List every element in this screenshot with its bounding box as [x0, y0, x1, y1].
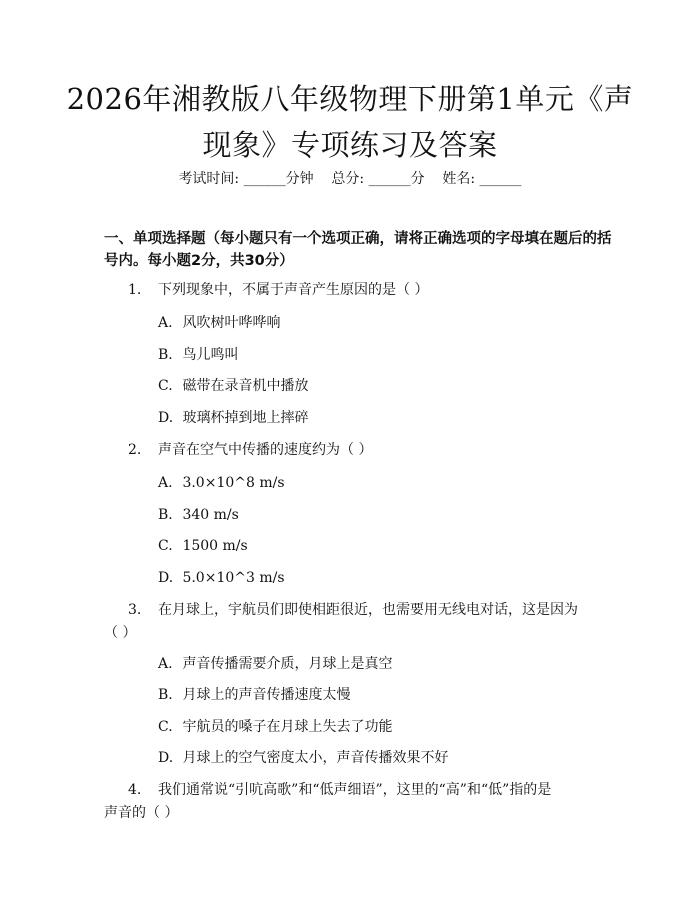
- question-number: 4.: [128, 782, 142, 798]
- option-label: A.: [158, 475, 173, 491]
- option-label: C.: [158, 719, 173, 735]
- exam-meta-line: 考试时间: ______分钟 总分: ______分 姓名: ______: [178, 171, 522, 187]
- question-text: 声音在空气中传播的速度约为（ ）: [158, 442, 373, 458]
- section-heading-line-2: 号内。每小题2分，共30分）: [104, 253, 294, 269]
- question-number: 1.: [128, 282, 142, 298]
- option-text: 风吹树叶哗哗响: [182, 315, 281, 331]
- option-b: [158, 505, 239, 525]
- option-label: D.: [158, 750, 174, 766]
- option-text: 玻璃杯掉到地上摔碎: [182, 410, 309, 426]
- option-c: [158, 376, 308, 396]
- option-label: B.: [158, 347, 173, 363]
- option-d: [158, 568, 285, 588]
- title-line-1: 2026年湘教版八年级物理下册第1单元《声: [66, 82, 634, 116]
- question-number: 2.: [128, 442, 142, 458]
- option-d: [158, 748, 448, 768]
- option-c: [158, 536, 248, 556]
- option-label: B.: [158, 507, 173, 523]
- option-text: 5.0×10^3 m/s: [182, 570, 285, 586]
- option-text: 340 m/s: [182, 507, 239, 523]
- question-text: 下列现象中，不属于声音产生原因的是（ ）: [158, 282, 429, 298]
- option-text: 1500 m/s: [182, 538, 248, 554]
- option-c: [158, 717, 392, 737]
- option-label: A.: [158, 315, 173, 331]
- question-number: 3.: [128, 602, 142, 618]
- question-text-continuation: 声音的（ ）: [104, 805, 179, 821]
- option-text: 3.0×10^8 m/s: [182, 475, 285, 491]
- question-text: 在月球上，宇航员们即使相距很近，也需要用无线电对话，这是因为: [158, 602, 578, 618]
- option-text: 声音传播需要介质，月球上是真空: [182, 656, 393, 672]
- option-label: D.: [158, 570, 174, 586]
- option-text: 月球上的声音传播速度太慢: [182, 687, 351, 703]
- option-label: C.: [158, 538, 173, 554]
- option-text: 鸟儿鸣叫: [182, 347, 239, 363]
- section-1-heading: [104, 228, 614, 272]
- option-a: [158, 473, 285, 493]
- question-text-continuation: （ ）: [104, 625, 137, 641]
- option-label: B.: [158, 687, 173, 703]
- option-text: 宇航员的嗓子在月球上失去了功能: [182, 719, 393, 735]
- option-a: [158, 654, 392, 674]
- option-a: [158, 313, 280, 333]
- question-text: 我们通常说“引吭高歌”和“低声细语”，这里的“高”和“低”指的是: [158, 782, 552, 798]
- option-b: [158, 345, 238, 365]
- option-text: 月球上的空气密度太小，声音传播效果不好: [182, 750, 449, 766]
- option-text: 磁带在录音机中播放: [182, 378, 309, 394]
- option-label: A.: [158, 656, 173, 672]
- document-title: [60, 76, 640, 168]
- option-label: C.: [158, 378, 173, 394]
- option-label: D.: [158, 410, 174, 426]
- option-b: [158, 685, 350, 705]
- title-line-2: 现象》专项练习及答案: [202, 128, 498, 162]
- section-heading-line-1: 一、单项选择题（每小题只有一个选项正确，请将正确选项的字母填在题后的括: [104, 231, 612, 247]
- option-d: [158, 408, 308, 428]
